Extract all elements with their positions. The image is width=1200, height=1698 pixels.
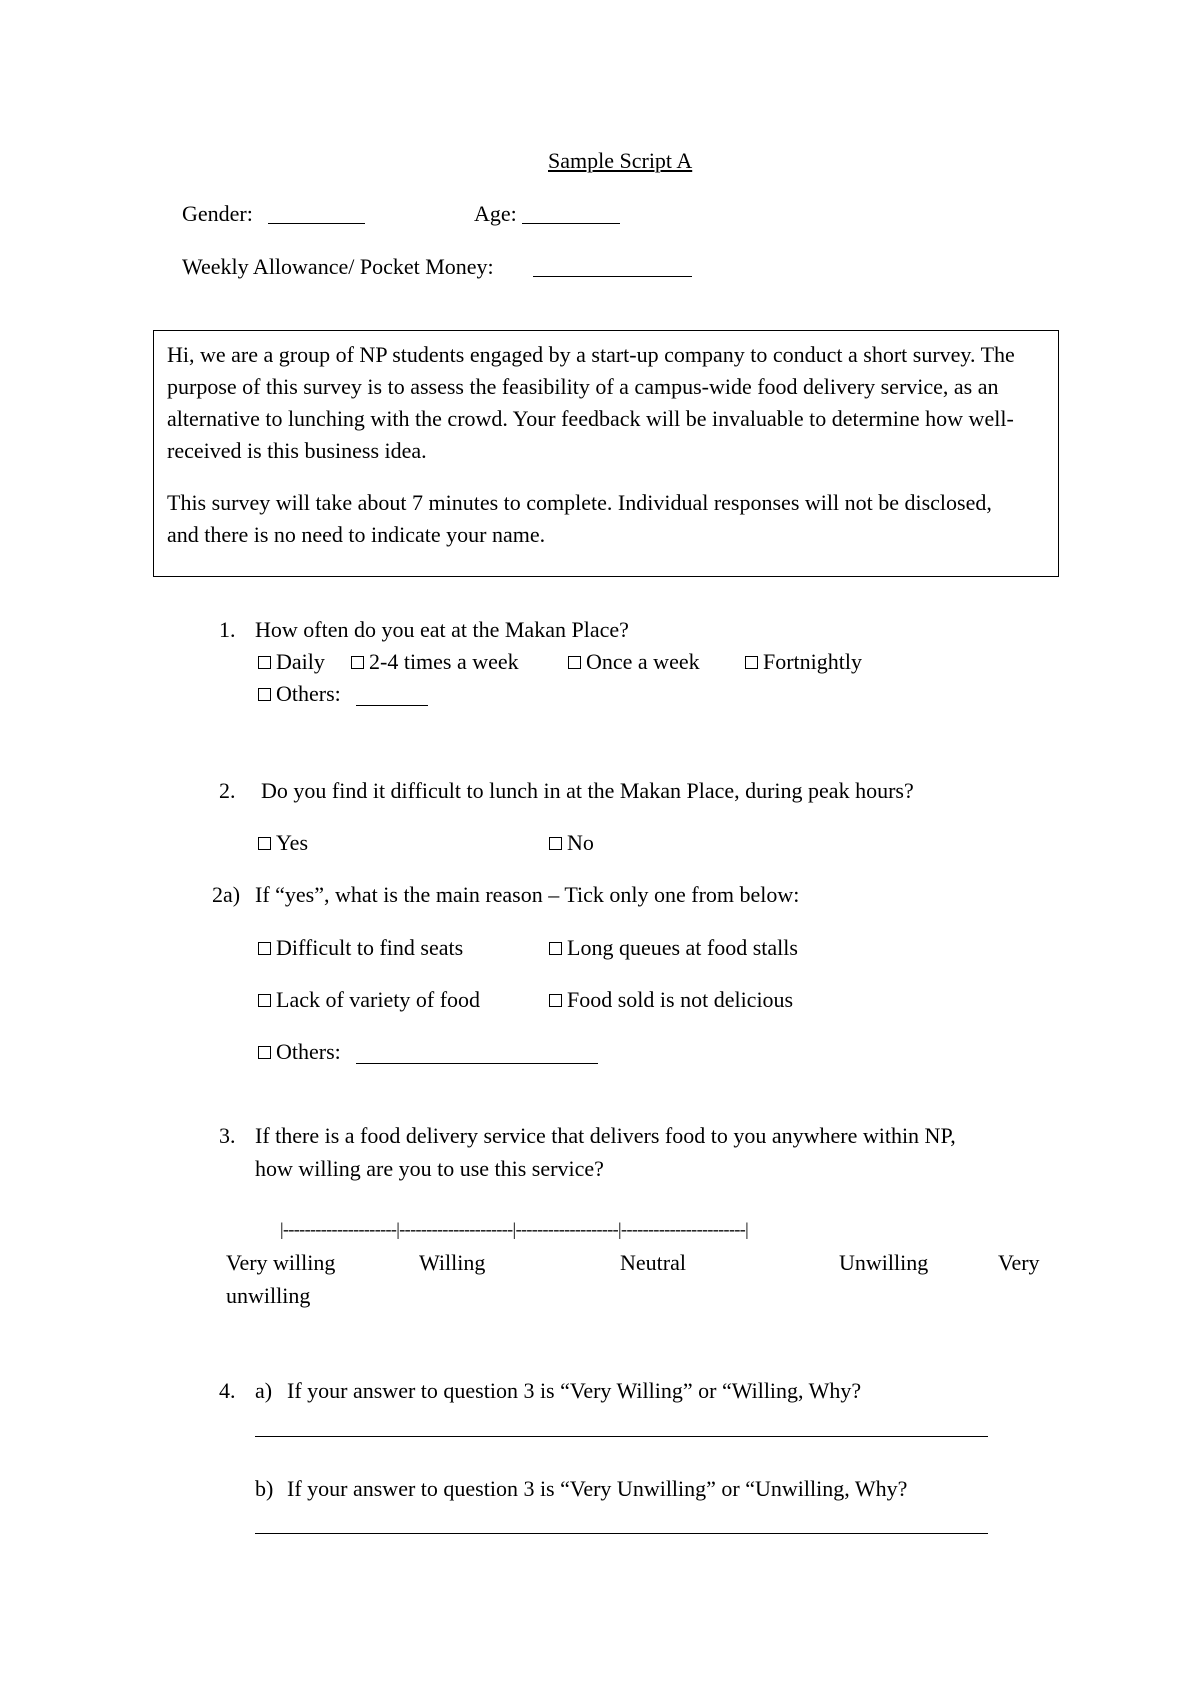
q2a-others-label: Others: [276, 1039, 341, 1064]
page-title: Sample Script A [548, 148, 693, 173]
q2a-seats-checkbox[interactable] [258, 942, 271, 955]
q1-text: How often do you eat at the Makan Place? [255, 617, 629, 642]
q4a-answer-line[interactable] [255, 1436, 988, 1437]
q3-scale-unwilling-2: unwilling [226, 1283, 311, 1308]
q2a-queues-label: Long queues at food stalls [567, 935, 798, 960]
q2a-number: 2a) [212, 882, 241, 907]
q1-option-daily-checkbox[interactable] [258, 656, 271, 669]
intro-box [153, 330, 1059, 577]
q1-option-2-4-label: 2-4 times a week [369, 649, 519, 674]
q1-option-fortnightly-checkbox[interactable] [745, 656, 758, 669]
intro-paragraph-1: Hi, we are a group of NP students engaged by a start-up company to conduct a short survey. The purpose of this survey is to assess the feasibility of a campus-wide food delivery service, as an alternative to lunching with the crowd. Your feedback will be invaluable to determine how well-received is this business idea. [167, 342, 1015, 463]
q4b-label: b) [255, 1476, 274, 1501]
q2a-delicious-label: Food sold is not delicious [567, 987, 794, 1012]
intro-paragraph-2: This survey will take about 7 minutes to complete. Individual responses will not be disclosed, and there is no need to indicate your name. [167, 490, 992, 547]
allowance-label: Weekly Allowance/ Pocket Money: [182, 254, 494, 279]
q1-others-field[interactable] [356, 705, 428, 706]
q1-option-daily-label: Daily [276, 649, 325, 674]
q1-option-once-checkbox[interactable] [568, 656, 581, 669]
q1-option-once-label: Once a week [586, 649, 700, 674]
q3-text-line1: If there is a food delivery service that delivers food to you anywhere within NP, [255, 1123, 956, 1148]
q4a-label: a) [255, 1378, 273, 1403]
q4a-text: If your answer to question 3 is “Very Willing” or “Willing, Why? [287, 1378, 862, 1403]
q3-text-line2: how willing are you to use this service? [255, 1156, 604, 1181]
q1-others-label: Others: [276, 681, 341, 706]
q4b-answer-line[interactable] [255, 1533, 988, 1534]
age-label: Age: [474, 201, 517, 226]
q2a-delicious-checkbox[interactable] [549, 994, 562, 1007]
q2-no-checkbox[interactable] [549, 837, 562, 850]
q3-scale-willing: Willing [419, 1250, 486, 1275]
q2-no-label: No [567, 830, 594, 855]
q1-option-fortnightly-label: Fortnightly [763, 649, 863, 674]
q2-yes-checkbox[interactable] [258, 837, 271, 850]
gender-field[interactable] [268, 223, 365, 224]
q2a-seats-label: Difficult to find seats [276, 935, 464, 960]
q2a-text: If “yes”, what is the main reason – Tick only one from below: [255, 882, 800, 907]
q2a-others-field[interactable] [356, 1063, 598, 1064]
q2a-others-checkbox[interactable] [258, 1046, 271, 1059]
allowance-field[interactable] [533, 276, 692, 277]
q4-number: 4. [219, 1378, 236, 1403]
q2-yes-label: Yes [276, 830, 309, 855]
q2a-queues-checkbox[interactable] [549, 942, 562, 955]
q2a-variety-checkbox[interactable] [258, 994, 271, 1007]
q3-scale-neutral: Neutral [620, 1250, 686, 1275]
q1-option-2-4-checkbox[interactable] [351, 656, 364, 669]
q1-number: 1. [219, 617, 236, 642]
q3-scale-unwilling: Unwilling [839, 1250, 929, 1275]
q3-scale-very: Very [998, 1250, 1040, 1275]
q2a-variety-label: Lack of variety of food [276, 987, 481, 1012]
q3-scale-very-willing: Very willing [226, 1250, 336, 1275]
q2-number: 2. [219, 778, 236, 803]
gender-label: Gender: [182, 201, 253, 226]
q3-scale-line[interactable]: |---------------------|---------------------|-------------------|-----------------------| [280, 1219, 749, 1239]
q1-others-checkbox[interactable] [258, 688, 271, 701]
q4b-text: If your answer to question 3 is “Very Unwilling” or “Unwilling, Why? [287, 1476, 908, 1501]
age-field[interactable] [522, 223, 620, 224]
q3-number: 3. [219, 1123, 236, 1148]
q2-text: Do you find it difficult to lunch in at the Makan Place, during peak hours? [261, 778, 914, 803]
